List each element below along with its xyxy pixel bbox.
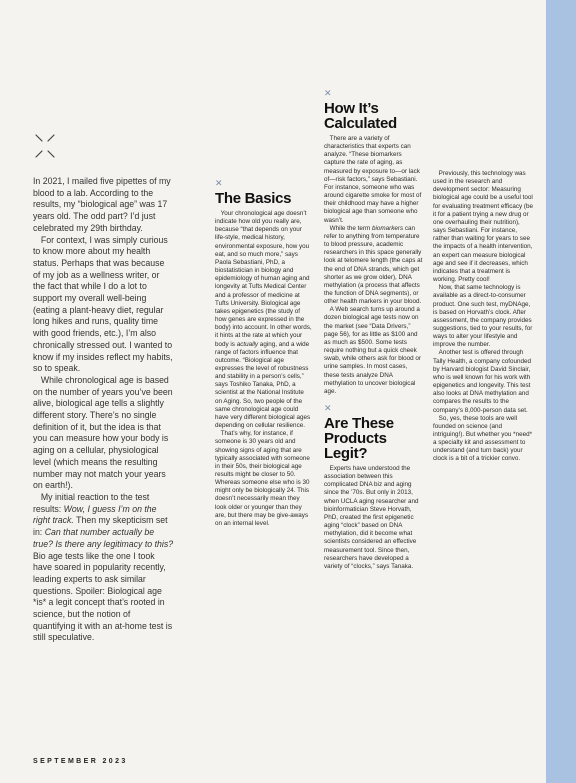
issue-footer: SEPTEMBER 2023 [33, 758, 128, 765]
legit-heading: Are These Products Legit? [324, 415, 394, 462]
products-paragraph-2: Now, that same technology is available as a direct-to-consumer product. One such test, myDNAge, is based on Horvath’s clock. After assessment, the company provides suggestions, tied to your results, for ways to alter your lifestyle and improve the number. [433, 284, 533, 349]
sparkle-icon: ✕ [215, 180, 223, 189]
products-paragraph-4: So, yes, these tools are well founded on science (and intriguing!). But whether you *need* a specialty kit and assessment to understand (and turn back) your clock is a bit of a trickier convo. [433, 414, 533, 463]
intro-paragraph-1: In 2021, I mailed five pipettes of my blood to a lab. According to the results, my “biological age” was 17 years old. The odd part? I’d just celebrated my 29th birthday. [33, 176, 171, 233]
calculated-heading: How It’s Calculated [324, 100, 397, 132]
intro-paragraph-3: While chronological age is based on the number of years you’ve been alive, biological age tells a slightly different story. There’s no single definition of it, but the idea is that you can measure how your body is aging on a cellular, physiological level (which means the resulting number may not match your years on earth!). [33, 374, 173, 491]
calculated-column [324, 90, 424, 571]
basics-paragraph-1: Your chronological age doesn’t indicate how old you really are, because “that depends on your life-style, medical history, environmental exposure, how you eat, and so much more,” says Paola Sebastiani, PhD, a biostatistician in biology and epidemiology of human aging and longevity at Tufts Medical Center and a professor of medicine at Tufts University. Biological age takes epigenetics (the study of how genes are expressed in the body) into account. In other words, it hints at the rate at which your body is actually aging, and a wide range of factors influence that outcome. “Biological age expresses the level of robustness and stability in a person’s cells,” says Toshiko Tanaka, PhD, a scientist at the National Institute on Aging. So, two people of the same chronological age could have very different biological ages depending on cellular resilience. [215, 210, 312, 430]
intro-column [33, 176, 174, 644]
products-paragraph-3: Another test is offered through Tally Health, a company cofounded by Harvard biologist David Sinclair, who is well known for his work with epigenetics and longevity. This test also looks at DNA methylation and compares the results to the company’s 8,000-person data set. [433, 349, 532, 414]
intro-paragraph-2: For context, I was simply curious to know more about my health status. Perhaps that was because of my job as a wellness writer, or the fact that while I do a lot to support my overall well-being (eating a plant-heavy diet, regular long hikes and runs, quality time with good friends, etc.), I’m also chronically stressed out. I wanted to know if my insides reflect my habits, so to speak. [33, 234, 173, 374]
products-paragraph-1: Previously, this technology was used in the research and development sector: Measuring biological age could be a useful tool for evaluating treatment efficacy (be it for a patient trying a new drug or one overhauling their nutrition), says Sebastiani. For instance, rather than waiting for years to see the impacts of a health intervention, an expert can measure biological age and see if it decreases, which indicates that a treatment is working. Pretty cool! [433, 170, 533, 284]
basics-paragraph-2: That’s why, for instance, if someone is 30 years old and showing signs of aging that are typically associated with someone in their 50s, their biological age results might be closer to 50. Whereas someone else who is 30 might only be biologically 24. This doesn’t necessarily mean they look older or younger than they are, but there may be give-aways on an internal level. [215, 430, 310, 527]
sparkle-icon: ✕ [324, 90, 332, 99]
legit-paragraph-1: Experts have understood the association between this complicated DNA biz and aging since the ’70s. But only in 2013, when UCLA aging researcher and bioinformatician Steve Horvath, PhD, created the first epigenetic aging “clock” based on DNA methylation, did it become what scientists considered an effective measurement tool. Since then, researchers have developed a variety of “clocks,” says Tanaka. [324, 465, 419, 570]
calculated-paragraph-2: While the term biomarkers can refer to anything from temperature to blood pressure, academic researchers in this space generally look at telomere length (the caps at the end of DNA strands, which get shorter as we grow older), DNA methylation (a process that affects the function of DNA segments), or other health markers in your blood. [324, 224, 423, 306]
basics-column [215, 180, 312, 528]
calculated-paragraph-3: A Web search turns up around a dozen biological age tests now on the market (see “Data Drivers,” page 56), for as little as $100 and as much as $500. Some tests require nothing but a quick cheek swab, while others ask for blood or urine samples. In most cases, these tests analyze DNA methylation to uncover biological age. [324, 306, 421, 395]
page-edge-color-strip [546, 0, 576, 783]
sparkle-icon: ✕ [324, 404, 332, 414]
products-column [433, 170, 534, 464]
calculated-paragraph-1: There are a variety of characteristics that experts can analyze. “These biomarkers capture the rate of aging, as measured by exposure to—or lack of—risk factors,” says Sebastiani. For instance, someone who was around cigarette smoke for most of their childhood may have a higher biological age than someone who wasn’t. [324, 135, 422, 224]
basics-heading: The Basics [215, 190, 292, 207]
sparkle-decoration-icon [34, 133, 56, 159]
intro-paragraph-4: My initial reaction to the test results: Wow, I guess I’m on the right track. Then my skepticism set in: Can that number actually be true? Is there any legitimacy to this? Bio age tests like the one I took have soared in popularity recently, leading experts to ask similar questions. Spoiler: Biological age *is* a legit concept that’s rooted in science, but the notion of quantifying it with an at-home test is still speculative. [33, 491, 174, 643]
